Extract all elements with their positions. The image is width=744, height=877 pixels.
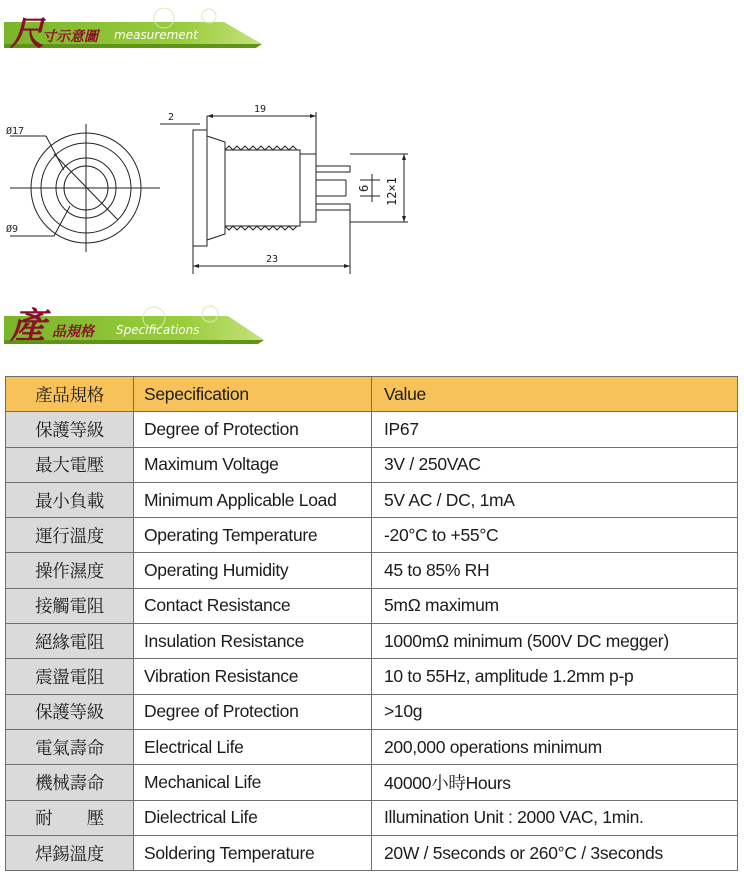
- spec-value-cell: 200,000 operations minimum: [372, 729, 738, 764]
- table-row: [6, 588, 738, 623]
- spec-chinese-cell: 運行溫度: [6, 518, 134, 553]
- spec-chinese-cell: 耐 壓: [6, 800, 134, 835]
- specifications-banner: [4, 304, 264, 347]
- banner-big-character: 產: [10, 305, 47, 347]
- spec-value-cell: Illumination Unit : 2000 VAC, 1min.: [372, 800, 738, 835]
- table-row: [6, 412, 738, 447]
- spec-value-cell: 10 to 55Hz, amplitude 1.2mm p-p: [372, 659, 738, 694]
- spec-english-cell: Operating Temperature: [134, 518, 372, 553]
- specification-table: [5, 376, 738, 871]
- spec-chinese-cell: 絕緣電阻: [6, 624, 134, 659]
- banner-big-character: 尺: [10, 14, 44, 54]
- side-rear-body: [300, 154, 316, 222]
- spec-english-cell: Soldering Temperature: [134, 835, 372, 870]
- spec-english-cell: Operating Humidity: [134, 553, 372, 588]
- spec-chinese-cell: 保護等級: [6, 412, 134, 447]
- spec-english-cell: Minimum Applicable Load: [134, 482, 372, 517]
- spec-value-cell: IP67: [372, 412, 738, 447]
- terminal-bottom: [316, 204, 350, 210]
- spec-chinese-cell: 震盪電阻: [6, 659, 134, 694]
- spec-chinese-cell: 接觸電阻: [6, 588, 134, 623]
- spec-english-cell: Vibration Resistance: [134, 659, 372, 694]
- total-length-label: 23: [266, 254, 279, 265]
- table-row: [6, 624, 738, 659]
- spec-english-cell: Degree of Protection: [134, 412, 372, 447]
- table-row: [6, 659, 738, 694]
- thread-length-label: 19: [254, 104, 267, 115]
- spec-value-cell: 5mΩ maximum: [372, 588, 738, 623]
- spec-value-cell: 20W / 5seconds or 260°C / 3seconds: [372, 835, 738, 870]
- spec-value-cell: 40000小時Hours: [372, 765, 738, 800]
- table-row: [6, 482, 738, 517]
- table-row: [6, 447, 738, 482]
- side-thread-body: [225, 150, 300, 226]
- table-row: [6, 553, 738, 588]
- spec-english-cell: Electrical Life: [134, 729, 372, 764]
- header-value-cell: Value: [372, 377, 738, 412]
- spec-value-cell: >10g: [372, 694, 738, 729]
- table-row: [6, 518, 738, 553]
- flange-thickness-label: 2: [168, 112, 175, 123]
- terminal-top: [316, 166, 350, 172]
- spec-english-cell: Dielectrical Life: [134, 800, 372, 835]
- table-row: [6, 765, 738, 800]
- spec-english-cell: Contact Resistance: [134, 588, 372, 623]
- outer-diameter-label: Ø17: [6, 126, 25, 137]
- spec-chinese-cell: 操作濕度: [6, 553, 134, 588]
- spec-english-cell: Insulation Resistance: [134, 624, 372, 659]
- spec-chinese-cell: 最小負載: [6, 482, 134, 517]
- spec-english-cell: Mechanical Life: [134, 765, 372, 800]
- spec-value-cell: -20°C to +55°C: [372, 518, 738, 553]
- terminal-width-label: 6: [357, 184, 371, 192]
- spec-english-cell: Degree of Protection: [134, 694, 372, 729]
- measurement-banner: [4, 8, 264, 54]
- spec-chinese-cell: 最大電壓: [6, 447, 134, 482]
- header-english-cell: Sepecification: [134, 377, 372, 412]
- banner-english-label: measurement: [114, 28, 198, 42]
- side-flange: [193, 130, 207, 246]
- spec-chinese-cell: 機械壽命: [6, 765, 134, 800]
- table-header-row: [6, 377, 738, 412]
- spec-english-cell: Maximum Voltage: [134, 447, 372, 482]
- terminal-spacing-label: 12×1: [385, 177, 399, 206]
- banner-chinese-label: 品規格: [52, 324, 94, 340]
- spec-chinese-cell: 焊錫溫度: [6, 835, 134, 870]
- table-row: [6, 729, 738, 764]
- table-row: [6, 800, 738, 835]
- spec-value-cell: 1000mΩ minimum (500V DC megger): [372, 624, 738, 659]
- header-chinese-cell: 產品規格: [6, 377, 134, 412]
- spec-value-cell: 3V / 250VAC: [372, 447, 738, 482]
- banner-english-label: Specifications: [116, 323, 200, 337]
- banner-chinese-label: 寸示意圖: [42, 29, 98, 45]
- table-row: [6, 694, 738, 729]
- spec-chinese-cell: 保護等級: [6, 694, 134, 729]
- inner-diameter-label: Ø9: [6, 224, 19, 235]
- spec-chinese-cell: 電氣壽命: [6, 729, 134, 764]
- table-row: [6, 835, 738, 870]
- spec-value-cell: 5V AC / DC, 1mA: [372, 482, 738, 517]
- spec-value-cell: 45 to 85% RH: [372, 553, 738, 588]
- dimension-drawing: [0, 96, 420, 286]
